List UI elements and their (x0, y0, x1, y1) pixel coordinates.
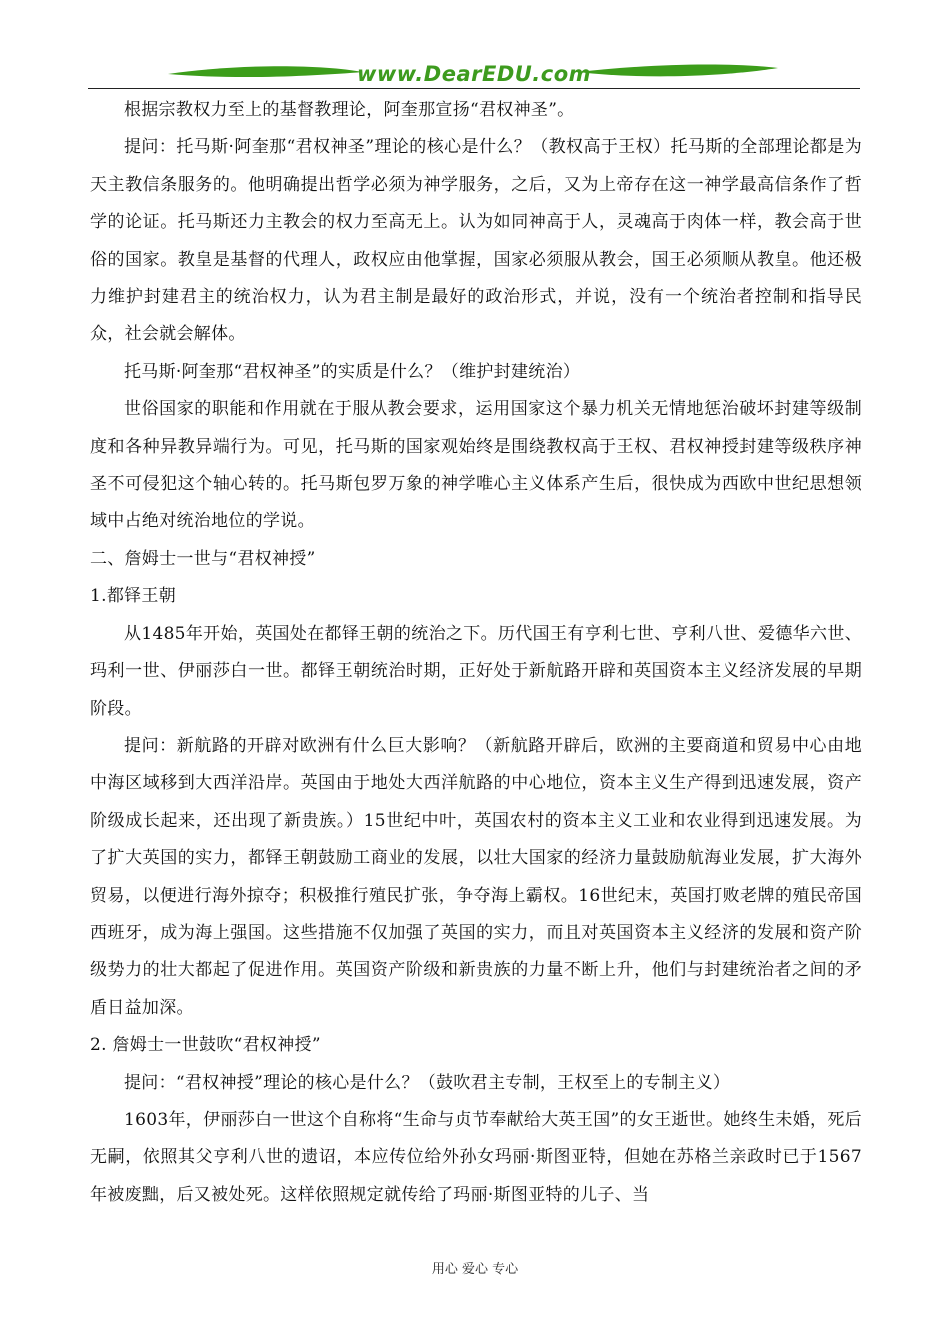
paragraph: 提问：托马斯·阿奎那“君权神圣”理论的核心是什么？（教权高于王权）托马斯的全部理论都是为天主教信条服务的。他明确提出哲学必须为神学服务，之后，又为上帝存在这一神学最高信条作了哲学的论证。托马斯还力主教会的权力至高无上。认为如同神高于人，灵魂高于肉体一样，教会高于世俗的国家。教皇是基督的代理人，政权应由他掌握，国家必须服从教会，国王必须顺从教皇。他还极力维护封建君主的统治权力，认为君主制是最好的政治形式，并说，没有一个统治者控制和指导民众，社会就会解体。 (90, 137, 862, 345)
paragraph: 根据宗教权力至上的基督教理论，阿奎那宣扬“君权神圣”。 (124, 100, 575, 120)
paragraph: 托马斯·阿奎那“君权神圣”的实质是什么？（维护封建统治） (124, 361, 581, 382)
page-footer: 用心 爱心 专心 (431, 1262, 519, 1277)
subsection-heading: 1.都铎王朝 (90, 586, 177, 607)
subsection-heading: 2. 詹姆士一世鼓吹“君权神授” (90, 1035, 321, 1056)
paragraph: 提问：“君权神授”理论的核心是什么？（鼓吹君主专制，王权至上的专制主义） (124, 1072, 731, 1093)
paragraph: 从1485年开始，英国处在都铎王朝的统治之下。历代国王有亨利七世、亨利八世、爱德华六世、玛利一世、伊丽莎白一世。都铎王朝统治时期，正好处于新航路开辟和英国资本主义经济发展的早期阶段。 (90, 623, 862, 719)
document-body (90, 92, 862, 1214)
paragraph: 世俗国家的职能和作用就在于服从教会要求，运用国家这个暴力机关无情地惩治破坏封建等级制度和各种异教异端行为。可见，托马斯的国家观始终是围绕教权高于王权、君权神授封建等级秩序神圣不可侵犯这个轴心转的。托马斯包罗万象的神学唯心主义体系产生后，很快成为西欧中世纪思想领域中占绝对统治地位的学说。 (90, 399, 862, 532)
section-heading: 二、詹姆士一世与“君权神授” (90, 548, 316, 569)
header-divider (88, 88, 860, 89)
paragraph: 提问：新航路的开辟对欧洲有什么巨大影响？（新航路开辟后，欧洲的主要商道和贸易中心由地中海区域移到大西洋沿岸。英国由于地处大西洋航路的中心地位，资本主义生产得到迅速发展，资产阶级成长起来，还出现了新贵族。）15世纪中叶，英国农村的资本主义工业和农业得到迅速发展。为了扩大英国的实力，都铎王朝鼓励工商业的发展，以壮大国家的经济力量鼓励航海业发展，扩大海外贸易，以便进行海外掠夺；积极推行殖民扩张，争夺海上霸权。16世纪末，英国打败老牌的殖民帝国西班牙，成为海上强国。这些措施不仅加强了英国的实力，而且对英国资本主义经济的发展和资产阶级势力的壮大都起了促进作用。英国资产阶级和新贵族的力量不断上升，他们与封建统治者之间的矛盾日益加深。 (90, 735, 862, 1018)
site-logo-text[interactable]: www.DearEDU.com (356, 62, 592, 86)
paragraph: 1603年，伊丽莎白一世这个自称将“生命与贞节奉献给大英王国”的女王逝世。她终生未婚，死后无嗣，依照其父亨利八世的遗诏，本应传位给外孙女玛丽·斯图亚特，但她在苏格兰亲政时已于1567年被废黜，后又被处死。这样依照规定就传给了玛丽·斯图亚特的儿子、当 (90, 1109, 862, 1205)
